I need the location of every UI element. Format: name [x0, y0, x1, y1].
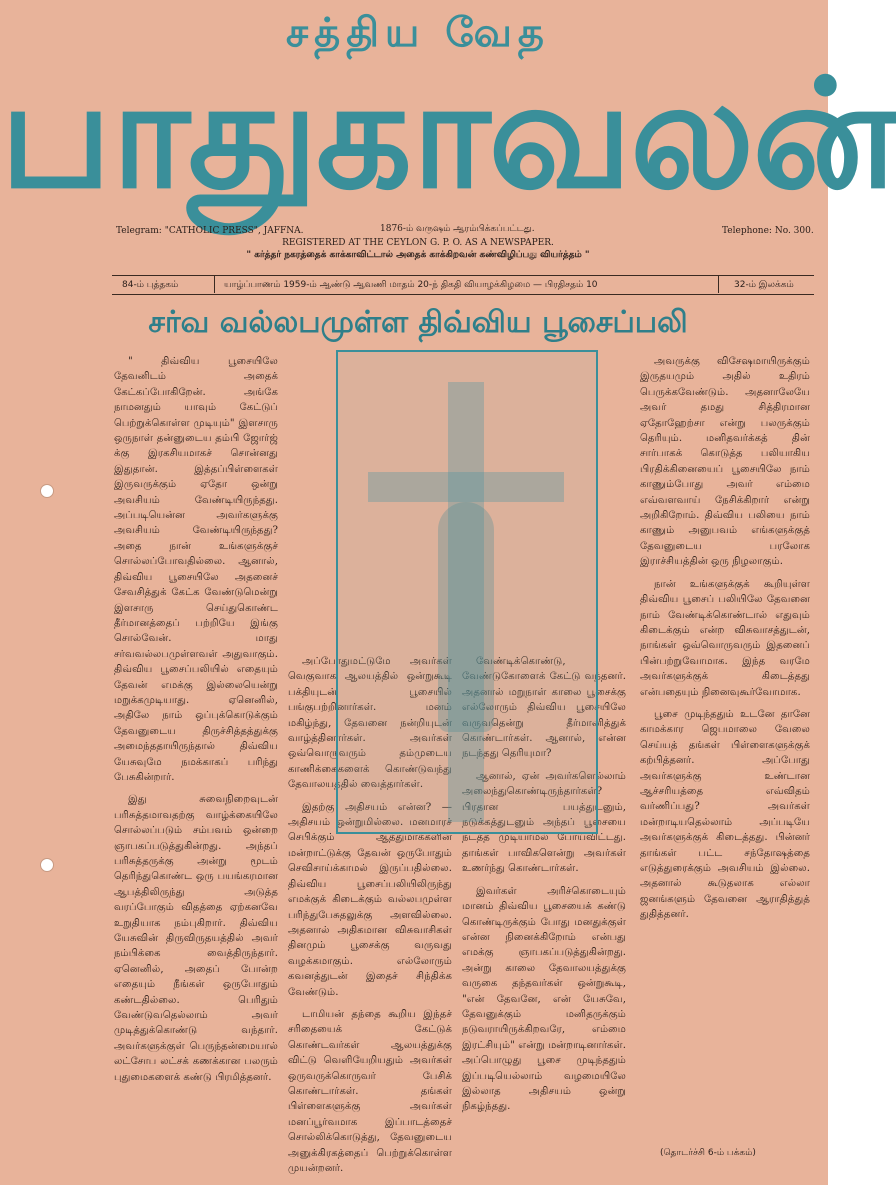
top-rule — [112, 275, 814, 276]
motto-tagline: " கர்த்தர் நகரத்தைக் காக்காவிட்டால் அதைக் காக்கிறவன் கண்விழிப்பது வியர்த்தம் " — [246, 250, 590, 260]
article-headline: சர்வ வல்லபமுள்ள திவ்விய பூசைப்பலி — [148, 305, 688, 340]
paragraph: பூசை முடிந்ததும் உடனே தானே காமக்கார ஜெபமாலை வேலை செய்யத் தங்கள் பிள்ளைகளுக்குக் கற்பித்தனர். அப்போது அவர்களுக்கு உண்டான ஆச்சரியத்தை எவ்விதம் வர்ணிப்பது? அவர்கள் மன்றாடியதெல்லாம் அப்படியே அவர்களுக்குக் கிடைத்தது. பின்னர் தாங்கள் பட்ட சந்தோஷத்தை எடுத்துரைக்கும் அவசியம் இல்லை. அதனால் கூடுதலாக எல்லா ஜனங்களும் தேவனை ஆராதித்துத் துதித்தனர். — [640, 708, 810, 921]
paragraph: வேண்டிக்கொண்டு, வேண்டுகோளைக் கேட்டு வந்தனர். அதனால் மறுநாள் காலை பூசைக்கு எல்லோரும் திவ்விய பூசையிலே வருவதென்று தீர்மானித்துக் கொண்டார்கள். ஆனால், என்ன நடந்தது தெரியுமா? — [462, 656, 626, 760]
masthead-title: பாதுகாவலன் — [0, 48, 896, 222]
volume-number: 84-ம் புத்தகம் — [122, 280, 179, 290]
paragraph: ஆனால், ஏன் அவர்களெல்லாம் அலைந்துகொண்டிருந்தார்கள்? பிரதான பயத்துடனும், நடுக்கத்துடனும் அந்தப் பூசையை நடத்த முடியாமல் போய்விட்டது. தாங்கள் பாவிகளென்று அவர்கள் உணர்ந்து கொண்டார்கள். — [462, 770, 626, 875]
paragraph: இதற்கு அதிசயம் என்ன? — அதிசயம் ஒன்றுமில்லை. மனமாரச் செபிக்கும் ஆத்துமாக்களின் மன்றாட்டுக்கு தேவன் ஒருபோதும் செவிசாய்க்காமல் இருப்பதில்லை. திவ்விய பூசைப்பலியிலிருந்து எமக்குக் கிடைக்கும் வல்லபமுள்ள பரிந்துபேசுதலுக்கு அளவில்லை. அதனால் அதிகமான விசுவாசிகள் தினமும் பூசைக்கு வருவது வழக்கமாகும். எல்லோரும் கவனத்துடன் இதைச் சிந்திக்க வேண்டும். — [288, 801, 452, 998]
paragraph: இவர்கள் அரிச்கொடையும் மானம் திவ்விய பூசையைக் கண்டு கொண்டிருக்கும் போது மனதுக்குள் என்ன நினைக்கிறோம் என்பது எமக்கு ஞாபகப்படுத்துகின்றது. அன்று காலை தேவாலயத்துக்கு வருகை தந்தவர்கள் ஒன்றுகூடி, "என் தேவனே, என் யேசுவே, தேவனுக்கும் மனிதருக்கும் நடுவராயிருக்கிறவரே, எம்மை இரட்சியும்" என்று மன்றாடினார்கள். அப்பொழுது பூசை முடிந்ததும் இப்படியெல்லாம் வழமையிலே இல்லாத அதிசயம் ஒன்று நிகழ்ந்தது. — [462, 885, 626, 1113]
paragraph: இது சுவைநிறைவுடன் பரிசுத்தமாவதற்கு வாழ்க்கையிலே சொல்லப்படும் சம்பவம் ஒன்றை ஞாபகப்படுத்துகின்றது. அந்தப் பரிசுத்தருக்கு அன்று மூடம் தெரிந்துகொண்ட ஒரு பயங்கரமான ஆபத்திலிருந்து அடுத்த வரப்போகும் விதத்தை ஏற்கனவே உறுதியாக நம்புகிறார். திவ்விய யேசுவின் திருவிருதயத்தில் அவர் நம்பிக்கை வைத்திருந்தார். ஏனெனில், அதைப் போன்ற எதையும் நீங்கள் ஒருபோதும் கண்டதில்லை. பெரிதும் வேண்டுவதெல்லாம் அவர் முடித்துக்கொண்டு வந்தார். அவர்களுக்குள் பெருந்தன்மையால் லட்சோப லட்சக் கணக்கான பலரும் புதுமைகளைக் கண்டு பிரமித்தனர். — [114, 794, 278, 1083]
paragraph: அப்போதுமட்டுமே அவர்கள் வெகுவாக ஆலயத்தில் ஒன்றுகூடி பக்தியுடன் பூசையில் பங்குபற்றினார்கள். மனம் மகிழ்ந்து, தேவனை நன்றியுடன் வாழ்த்தினார்கள். அவர்கள் ஒவ்வொருவரும் தம்முடைய காணிக்கைகளைக் கொண்டுவந்து தேவாலயத்தில் வைத்தார்கள். — [288, 656, 452, 791]
article-column-1 — [114, 354, 278, 1134]
dateline-separator — [718, 276, 719, 293]
paragraph: நான் உங்களுக்குக் கூறியுள்ள திவ்விய பூசைப் பலியிலே தேவனை நாம் வேண்டிக்கொண்டால் எதுவும் கிடைக்கும் என்ற விசுவாசத்துடன், நாங்கள் ஒவ்வொருவரும் இதனைப் பின்பற்றுவோமாக. இந்த வரமே அவர்களுக்குக் கிடைத்தது என்பதையும் நினைவுகூர்வோமாக. — [640, 578, 810, 698]
paragraph: அவருக்கு விசேஷமாயிருக்கும் இருதயமும் அதில் உதிரம் பெருக்கவேண்டும். அதனாலேயே அவர் தமது சித்திரமான ஏதோஹேற்சா என்று பலருக்கும் தெரியும். மனிதவர்க்கத் தின் சார்பாகக் கொடுத்த பலியாகிய பிரதிக்கினையைப் பூசையிலே நாம் காணும்போது அவர் எம்மை எவ்வளவாய் நேசிக்கிறார் என்று அறிகிறோம். திவ்விய பலியை நாம் காணும் அனுபவம் எங்களுக்குத் தேவனுடைய பரலோக இராச்சியத்தின் ஒரு நிழலாகும். — [640, 356, 810, 568]
paragraph: " திவ்விய பூசையிலே தேவனிடம் அதைக் கேட்கப்போகிறேன். அங்கே நாமனதும் யாவும் கேட்டுப் பெற்றுக்கொள்ள முடியும்" இளசாரு ஒருநாள் தன்னுடைய தம்பி ஜோர்ஜ் க்கு இரகசியமாகச் சொன்னது இதுதான். இத்தப்பிள்ளைகள் இருவருக்கும் ஏதோ ஒன்று அவசியம் வேண்டியிருந்தது. அப்படியென்ன அவர்களுக்கு அவசியம் வேண்டியிருந்தது? அதை நான் உங்களுக்குச் சொல்லப்போவதில்லை. ஆனால், திவ்விய பூசையிலே அதனைச் சேவசித்துக் கேட்க வேண்டுமென்று இளசாரு செய்துகொண்ட தீர்மானத்தைப் பற்றியே இங்கு சொல்வேன். மாது சர்வவல்லபமுள்ளவள் அதுவாகும். திவ்விய பூசைப்பலியில் எதையும் தேவன் எமக்கு இல்லையென்று மறுக்கமுடியாது. ஏனெனில், அதிலே நாம் ஒப்புக்கொடுக்கும் தேவனுடைய திருச்சித்தத்துக்கு அமைந்ததாயிருந்தால் திவ்விய யேசுவுமே நமக்காகப் பரிந்து பேசுகின்றார். — [114, 356, 278, 783]
telephone-info: Telephone: No. 300. — [722, 226, 814, 236]
telegram-info: Telegram: "CATHOLIC PRESS", JAFFNA. — [116, 226, 304, 236]
punch-hole — [40, 484, 54, 498]
issue-date: யாழ்ப்பாணம் 1959-ம் ஆண்டு ஆவணி மாதம் 20-ந் திகதி வியாழக்கிழமை — பிரதிசதம் 10 — [224, 280, 598, 290]
dateline-separator — [214, 276, 215, 293]
punch-hole — [40, 858, 54, 872]
masthead-subtitle: சத்திய வேத — [286, 10, 550, 56]
bottom-rule — [112, 294, 814, 295]
cross-horizontal-beam — [368, 472, 564, 502]
crucifix-illustration — [336, 350, 598, 834]
paragraph: டாமியன் தந்தை கூறிய இந்தச் சரிதையைக் கேட்டுக் கொண்டவர்கள் ஆலயத்துக்கு விட்டு வெளியேறியதும் அவர்கள் ஒருவருக்கொருவர் பேசிக் கொண்டார்கள். தங்கள் பிள்ளைகளுக்கு அவர்கள் மனப்பூர்வமாக இப்பாடத்தைச் சொல்லிக்கொடுத்து, தேவனுடைய அனுக்கிரகத்தைப் பெற்றுக்கொள்ள முயன்றனர். — [288, 1008, 452, 1174]
registration-info: REGISTERED AT THE CEYLON G. P. O. AS A NEWSPAPER. — [282, 238, 554, 248]
founded-info: 1876-ம் வருஷம் ஆரம்பிக்கப்பட்டது. — [380, 224, 535, 234]
crucified-figure — [438, 502, 494, 732]
continued-note: (தொடர்ச்சி 6-ம் பக்கம்) — [660, 1148, 756, 1158]
issue-number: 32-ம் இலக்கம் — [734, 280, 794, 290]
article-column-4 — [640, 354, 810, 1134]
